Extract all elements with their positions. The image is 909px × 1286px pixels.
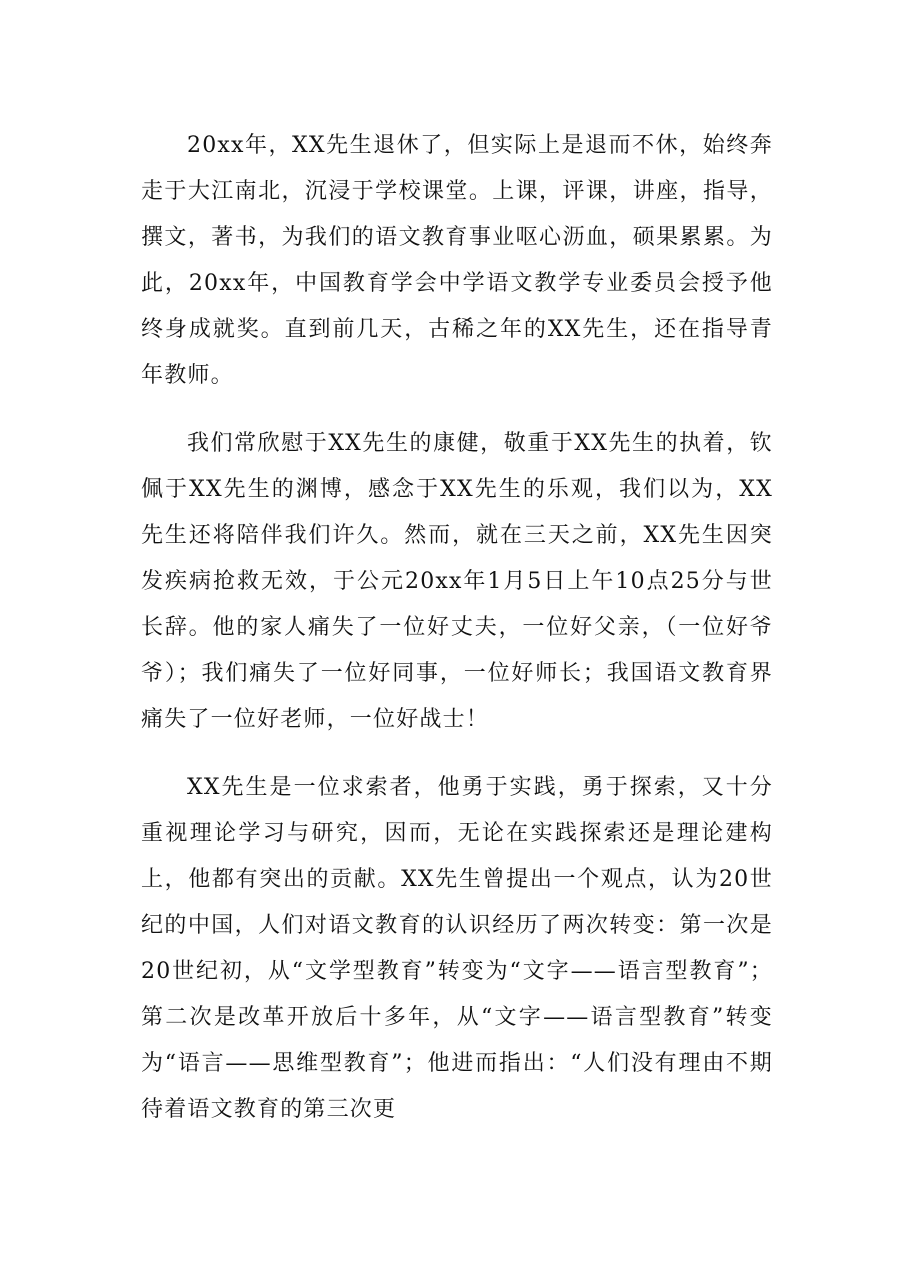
paragraph-passing: 我们常欣慰于XX先生的康健，敬重于XX先生的执着，钦佩于XX先生的渊博，感念于XX先生的乐观，我们以为，XX先生还将陪伴我们许久。然而，就在三天之前，XX先生因突发疾病抢救无效，于公元20xx年1月5日上午10点25分与世长辞。他的家人痛失了一位好丈夫，一位好父亲，（一位好爷爷）；我们痛失了一位好同事，一位好师长；我国语文教育界痛失了一位好老师，一位好战士！ bbox=[141, 431, 773, 732]
paragraph-retirement: 20xx年，XX先生退休了，但实际上是退而不休，始终奔走于大江南北，沉浸于学校课堂。上课，评课，讲座，指导，撰文，著书，为我们的语文教育事业呕心沥血，硕果累累。为此，20xx年，中国教育学会中学语文教学专业委员会授予他终身成就奖。直到前几天，古稀之年的XX先生，还在指导青年教师。 bbox=[141, 133, 773, 388]
paragraph-contributions: XX先生是一位求索者，他勇于实践，勇于探索，又十分重视理论学习与研究，因而，无论在实践探索还是理论建构上，他都有突出的贡献。XX先生曾提出一个观点，认为20世纪的中国，人们对语文教育的认识经历了两次转变：第一次是20世纪初，从“文学型教育”转变为“文字——语言型教育”；第二次是改革开放后十多年，从“文字——语言型教育”转变为“语言——思维型教育”；他进而指出：“人们没有理由不期待着语文教育的第三次更 bbox=[141, 775, 773, 1122]
document-body bbox=[141, 123, 773, 1155]
